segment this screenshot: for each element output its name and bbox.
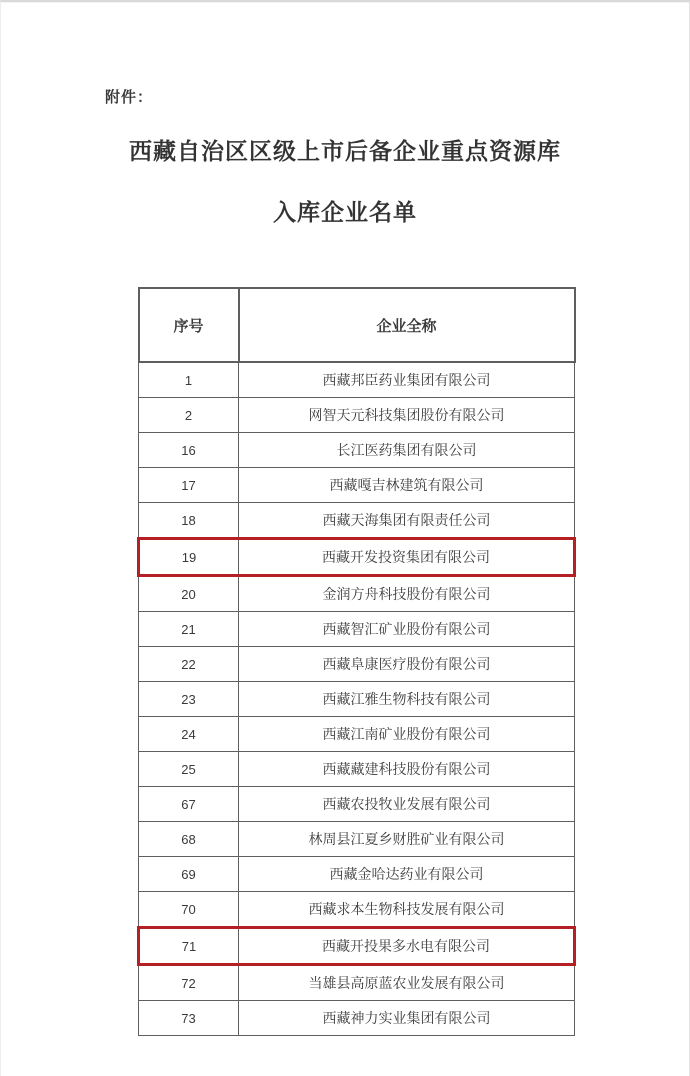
table-row xyxy=(139,503,575,539)
company-column-header: 企业全称 xyxy=(239,288,575,362)
company-cell: 西藏藏建科技股份有限公司 xyxy=(239,752,575,787)
table-row xyxy=(139,647,575,682)
company-cell: 西藏金哈达药业有限公司 xyxy=(239,857,575,892)
serial-cell: 2 xyxy=(139,398,239,433)
table-body xyxy=(139,362,575,1036)
table-row xyxy=(139,362,575,398)
table-row xyxy=(139,752,575,787)
serial-cell: 69 xyxy=(139,857,239,892)
attachment-label: 附件： xyxy=(105,89,154,106)
serial-column-header: 序号 xyxy=(139,288,239,362)
table-row xyxy=(139,576,575,612)
table-row xyxy=(139,398,575,433)
serial-cell: 19 xyxy=(139,539,239,576)
serial-cell: 68 xyxy=(139,822,239,857)
company-cell: 西藏江南矿业股份有限公司 xyxy=(239,717,575,752)
company-cell: 西藏邦臣药业集团有限公司 xyxy=(239,362,575,398)
serial-cell: 22 xyxy=(139,647,239,682)
document-title-line1: 西藏自治区区级上市后备企业重点资源库 xyxy=(129,138,561,164)
serial-cell: 67 xyxy=(139,787,239,822)
company-cell: 西藏神力实业集团有限公司 xyxy=(239,1001,575,1036)
table-row xyxy=(139,857,575,892)
company-cell: 西藏智汇矿业股份有限公司 xyxy=(239,612,575,647)
document-title-line2: 入库企业名单 xyxy=(273,199,417,225)
company-cell: 西藏农投牧业发展有限公司 xyxy=(239,787,575,822)
table-row xyxy=(139,539,575,576)
serial-cell: 18 xyxy=(139,503,239,539)
company-cell: 西藏开投果多水电有限公司 xyxy=(239,928,575,965)
company-cell: 长江医药集团有限公司 xyxy=(239,433,575,468)
company-cell: 金润方舟科技股份有限公司 xyxy=(239,576,575,612)
serial-cell: 20 xyxy=(139,576,239,612)
table-row xyxy=(139,787,575,822)
table-row xyxy=(139,928,575,965)
company-cell: 西藏开发投资集团有限公司 xyxy=(239,539,575,576)
serial-cell: 23 xyxy=(139,682,239,717)
table-row xyxy=(139,1001,575,1036)
table-row xyxy=(139,682,575,717)
table-header-row xyxy=(139,288,575,362)
table-header xyxy=(139,288,575,362)
company-cell: 林周县江夏乡财胜矿业有限公司 xyxy=(239,822,575,857)
serial-cell: 71 xyxy=(139,928,239,965)
table-row xyxy=(139,892,575,928)
company-cell: 当雄县高原蓝农业发展有限公司 xyxy=(239,965,575,1001)
company-cell: 网智天元科技集团股份有限公司 xyxy=(239,398,575,433)
serial-cell: 73 xyxy=(139,1001,239,1036)
serial-cell: 1 xyxy=(139,362,239,398)
serial-cell: 24 xyxy=(139,717,239,752)
table-row xyxy=(139,822,575,857)
serial-cell: 70 xyxy=(139,892,239,928)
company-cell: 西藏天海集团有限责任公司 xyxy=(239,503,575,539)
serial-cell: 17 xyxy=(139,468,239,503)
company-cell: 西藏求本生物科技发展有限公司 xyxy=(239,892,575,928)
serial-cell: 16 xyxy=(139,433,239,468)
table-row xyxy=(139,965,575,1001)
table-row xyxy=(139,468,575,503)
company-cell: 西藏江雅生物科技有限公司 xyxy=(239,682,575,717)
serial-cell: 25 xyxy=(139,752,239,787)
company-cell: 西藏阜康医疗股份有限公司 xyxy=(239,647,575,682)
table-row xyxy=(139,717,575,752)
serial-cell: 72 xyxy=(139,965,239,1001)
table-row xyxy=(139,612,575,647)
company-table xyxy=(137,287,576,1036)
company-cell: 西藏嘎吉林建筑有限公司 xyxy=(239,468,575,503)
table-row xyxy=(139,433,575,468)
serial-cell: 21 xyxy=(139,612,239,647)
